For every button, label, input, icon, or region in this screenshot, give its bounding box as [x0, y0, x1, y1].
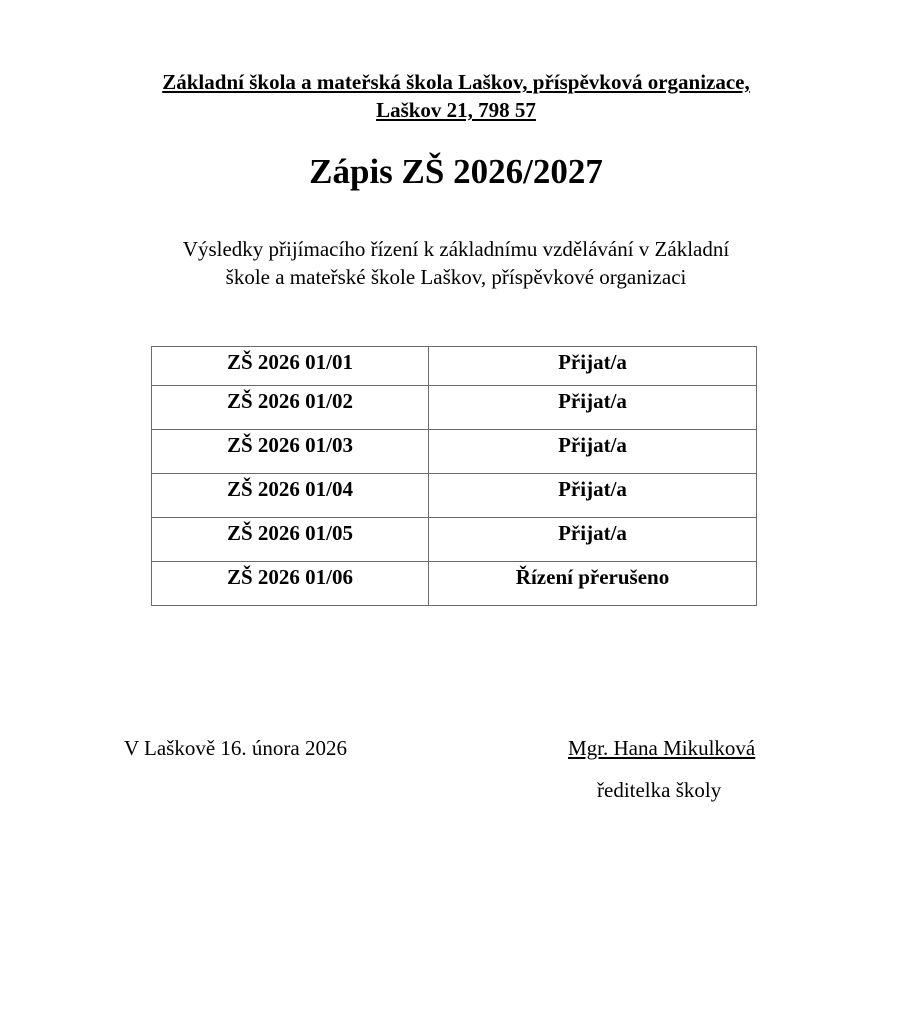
admission-status: Přijat/a: [429, 518, 757, 562]
registration-code: ZŠ 2026 01/02: [152, 386, 429, 430]
signer-role: ředitelka školy: [597, 778, 722, 802]
school-header-line-1: Základní škola a mateřská škola Laškov, příspěvková organizace,: [162, 70, 750, 94]
table-row: [152, 562, 757, 606]
school-header-line-2: Laškov 21, 798 57: [376, 98, 536, 122]
admission-status: Přijat/a: [429, 430, 757, 474]
document-title: Zápis ZŠ 2026/2027: [309, 152, 603, 191]
table-row: [152, 430, 757, 474]
signer-name: Mgr. Hana Mikulková: [568, 736, 756, 760]
registration-code: ZŠ 2026 01/04: [152, 474, 429, 518]
table-row: [152, 386, 757, 430]
admission-status: Přijat/a: [429, 347, 757, 386]
intro-line-1: Výsledky přijímacího řízení k základnímu vzdělávání v Základní: [182, 237, 730, 261]
table-row: [152, 518, 757, 562]
admission-status: Přijat/a: [429, 474, 757, 518]
table-row: [152, 347, 757, 386]
results-table: [151, 346, 757, 606]
registration-code: ZŠ 2026 01/05: [152, 518, 429, 562]
registration-code: ZŠ 2026 01/03: [152, 430, 429, 474]
school-header: [0, 68, 912, 124]
admission-status: Řízení přerušeno: [429, 562, 757, 606]
place-and-date: V Laškově 16. února 2026: [124, 736, 347, 760]
intro-text: [120, 235, 792, 291]
table-row: [152, 474, 757, 518]
intro-line-2: škole a mateřské škole Laškov, příspěvkové organizaci: [225, 265, 687, 289]
registration-code: ZŠ 2026 01/01: [152, 347, 429, 386]
admission-status: Přijat/a: [429, 386, 757, 430]
registration-code: ZŠ 2026 01/06: [152, 562, 429, 606]
